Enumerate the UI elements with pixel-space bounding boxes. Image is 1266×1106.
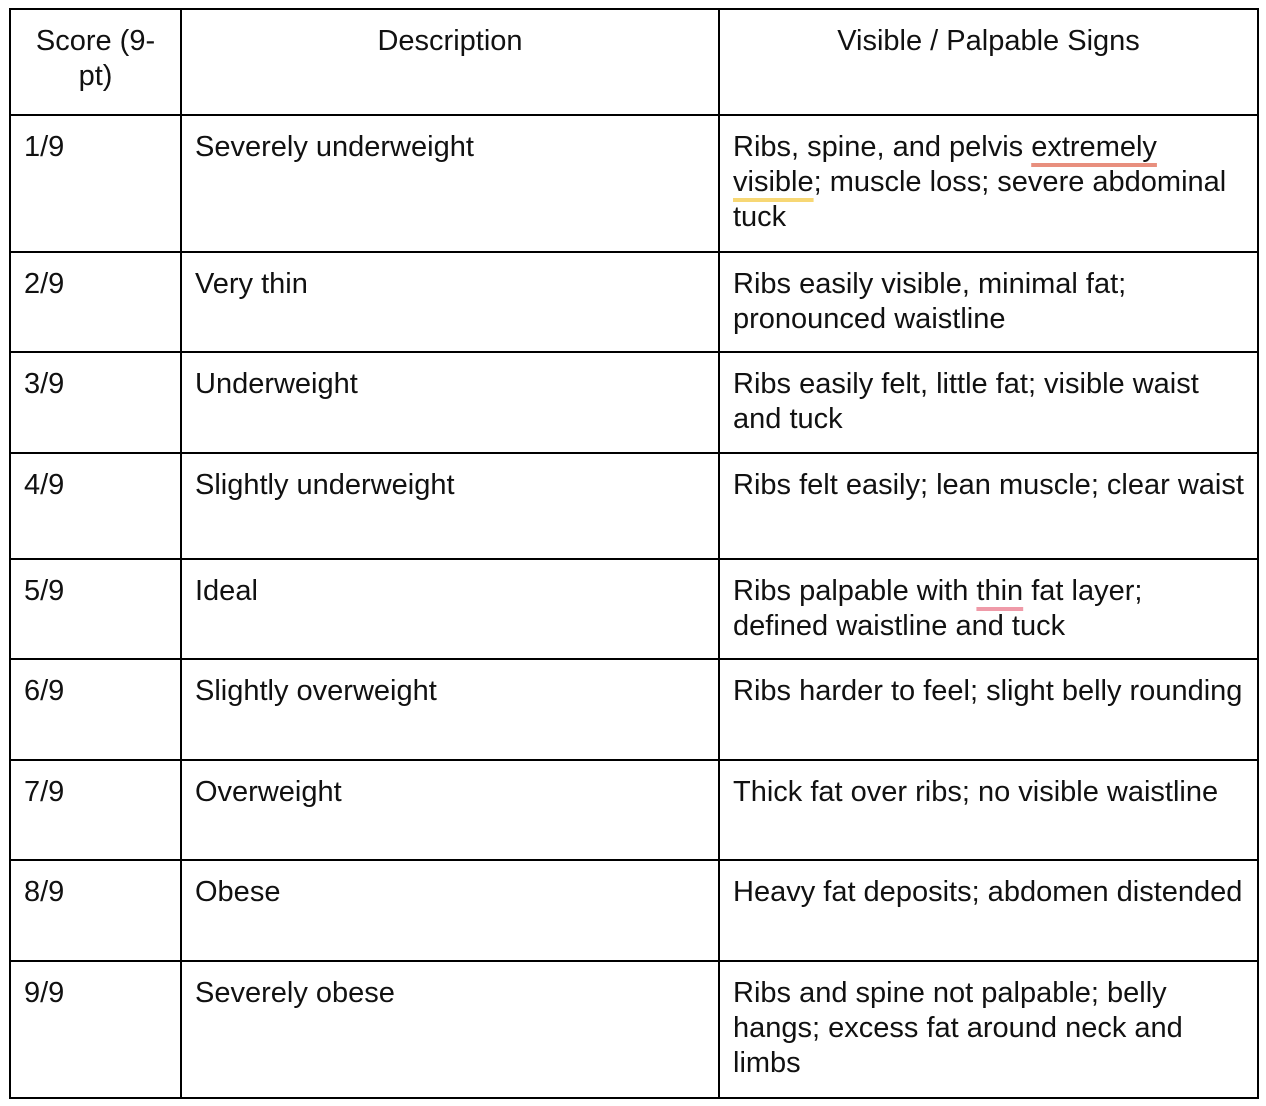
score-cell: 4/9	[10, 453, 181, 559]
score-cell: 1/9	[10, 115, 181, 252]
table-row	[10, 115, 1258, 252]
score-cell: 9/9	[10, 961, 181, 1098]
signs-cell: Heavy fat deposits; abdomen distended	[719, 860, 1258, 961]
score-cell: 3/9	[10, 352, 181, 453]
table-row	[10, 352, 1258, 453]
signs-cell: Ribs and spine not palpable; belly hangs; excess fat around neck and limbs	[719, 961, 1258, 1098]
signs-cell	[719, 115, 1258, 252]
signs-cell: Ribs easily visible, minimal fat; pronounced waistline	[719, 252, 1258, 352]
score-cell: 7/9	[10, 760, 181, 860]
header-signs: Visible / Palpable Signs	[719, 9, 1258, 115]
header-score: Score (9-pt)	[10, 9, 181, 115]
description-cell: Overweight	[181, 760, 719, 860]
table-row	[10, 860, 1258, 961]
table-row	[10, 659, 1258, 760]
table-row	[10, 252, 1258, 352]
spellcheck-underlined-word[interactable]: extremely	[1031, 131, 1157, 163]
table-row	[10, 559, 1258, 659]
score-cell: 2/9	[10, 252, 181, 352]
score-cell: 6/9	[10, 659, 181, 760]
signs-text: fat layer; defined waistline and tuck	[733, 575, 1143, 642]
score-cell: 8/9	[10, 860, 181, 961]
score-cell: 5/9	[10, 559, 181, 659]
description-cell: Slightly overweight	[181, 659, 719, 760]
signs-text: Ribs palpable with	[733, 575, 977, 607]
table-header-row	[10, 9, 1258, 115]
signs-text: ; muscle loss; severe abdominal tuck	[733, 166, 1227, 233]
signs-text: Ribs, spine, and pelvis	[733, 131, 1032, 163]
table-row	[10, 760, 1258, 860]
description-cell: Severely underweight	[181, 115, 719, 252]
header-description: Description	[181, 9, 719, 115]
description-cell: Very thin	[181, 252, 719, 352]
signs-cell: Thick fat over ribs; no visible waistline	[719, 760, 1258, 860]
body-condition-score-table	[9, 8, 1259, 1099]
signs-cell: Ribs harder to feel; slight belly rounding	[719, 659, 1258, 760]
table-row	[10, 453, 1258, 559]
description-cell: Severely obese	[181, 961, 719, 1098]
description-cell: Ideal	[181, 559, 719, 659]
description-cell: Slightly underweight	[181, 453, 719, 559]
description-cell: Underweight	[181, 352, 719, 453]
signs-cell: Ribs easily felt, little fat; visible waist and tuck	[719, 352, 1258, 453]
grammar-underlined-word[interactable]: visible	[733, 166, 814, 198]
spellcheck-underlined-word[interactable]: thin	[976, 575, 1024, 607]
description-cell: Obese	[181, 860, 719, 961]
table-row	[10, 961, 1258, 1098]
signs-cell: Ribs felt easily; lean muscle; clear waist	[719, 453, 1258, 559]
signs-cell	[719, 559, 1258, 659]
